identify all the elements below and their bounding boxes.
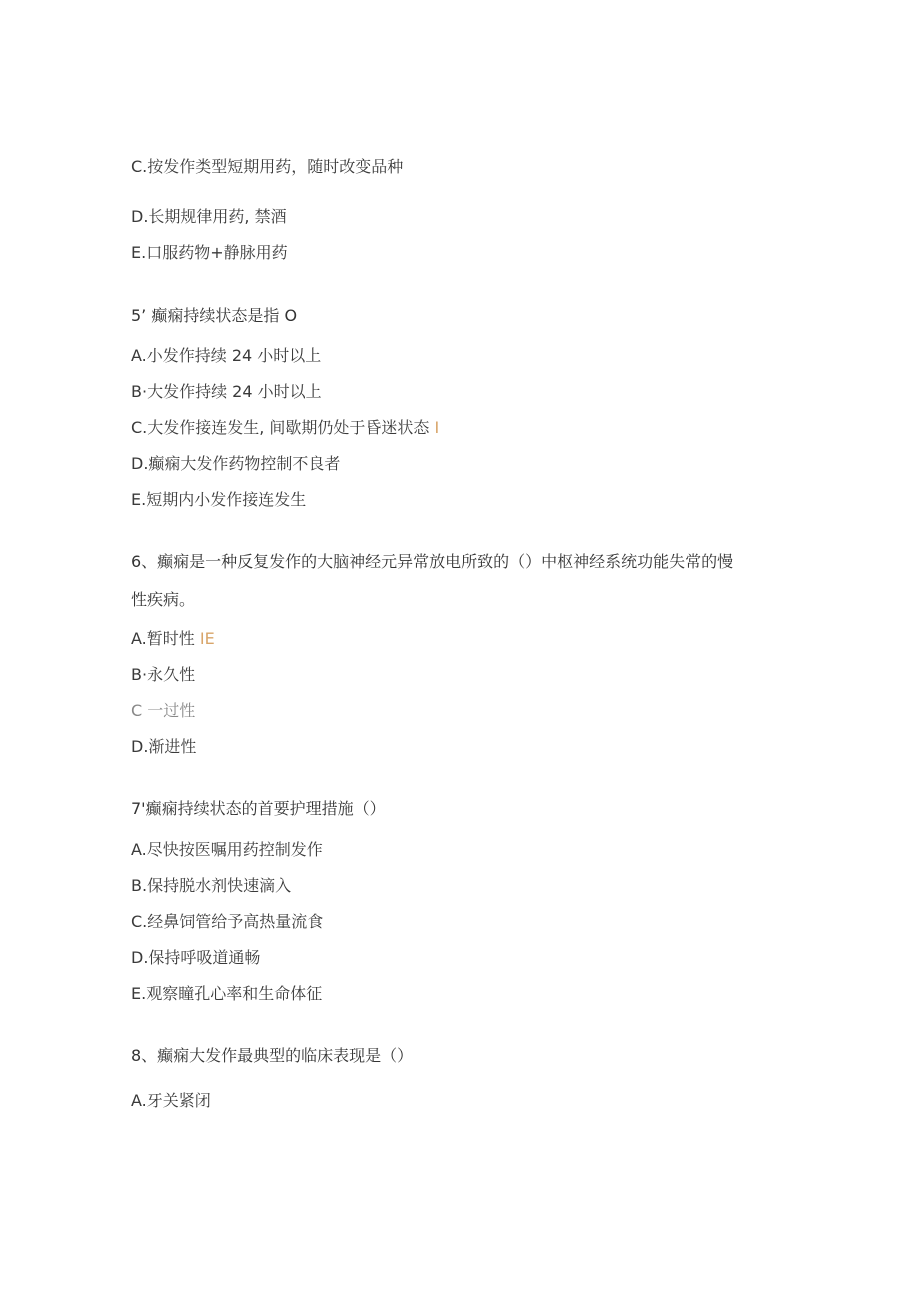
q5-option-e: E.短期内小发作接连发生 [131,490,307,509]
question-5: 5’ 癫痫持续状态是指 O [131,306,298,325]
q5-option-a: A.小发作持续 24 小时以上 [131,346,322,365]
q6-option-d: D.渐进性 [131,737,197,756]
question-7: 7'癫痫持续状态的首要护理措施（） [131,799,386,818]
question-6-line-1: 6、癫痫是一种反复发作的大脑神经元异常放电所致的（）中枢神经系统功能失常的慢 [131,552,734,571]
q4-option-d: D.长期规律用药, 禁酒 [131,207,287,226]
q5-option-d: D.癫痫大发作药物控制不良者 [131,454,341,473]
q6-option-b: B·永久性 [131,665,196,684]
q5-option-c-mark: I [434,418,440,437]
q8-option-a: A.牙关紧闭 [131,1091,211,1110]
q7-option-b: B.保持脱水剂快速滴入 [131,876,292,895]
q7-option-a: A.尽快按医嘱用药控制发作 [131,840,323,859]
q7-option-e: E.观察瞳孔心率和生命体征 [131,984,323,1003]
q6-option-a-mark: IE [199,629,215,648]
q5-option-c [131,417,439,439]
question-6-line-2: 性疾病。 [131,590,196,609]
q6-option-a [131,628,215,650]
question-8: 8、癫痫大发作最典型的临床表现是（） [131,1046,414,1065]
q5-option-b: B·大发作持续 24 小时以上 [131,382,322,401]
q4-option-e: E.口服药物+静脉用药 [131,243,288,262]
q6-option-a-text: A.暂时性 [131,629,195,648]
q6-option-c: C 一过性 [131,701,196,720]
q5-option-c-text: C.大发作接连发生, 间歇期仍处于昏迷状态 [131,418,430,437]
q4-option-c: C.按发作类型短期用药，随时改变品种 [131,157,404,176]
q7-option-d: D.保持呼吸道通畅 [131,948,261,967]
q7-option-c: C.经鼻饲管给予高热量流食 [131,912,324,931]
